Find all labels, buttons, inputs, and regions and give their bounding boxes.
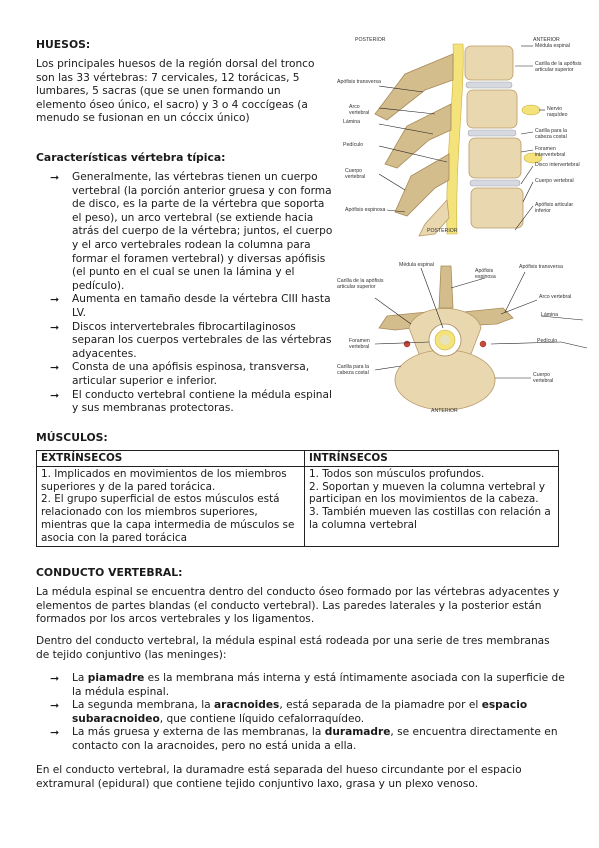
- label-apofisis-espinosa-left: Apófisis espinosa: [345, 207, 386, 213]
- cell-extrinsecos: [37, 466, 305, 546]
- list-item: ➞ Consta de una apófisis espinosa, transversa, articular superior e inferior.: [50, 361, 310, 387]
- label-pediculo: Pedículo: [343, 142, 364, 148]
- list-item: ➞ Generalmente, las vértebras tienen un cuerpo vertebral (la porción anterior gruesa y con forma de disco, es la parte de la vértebra que soporta el peso), un arco vertebral (se extiende hacia atrás del cuerpo de la vértebra; juntos, el cuerpo y el arco vertebrales rodean la columna para formar el foramen vertebral) y diversas apófisis (el punto en el cual se unen la lámina y el pedículo).: [50, 171, 333, 292]
- table-row: [37, 466, 559, 546]
- meninges-bullets: [36, 672, 566, 754]
- conducto-paragraph-3: En el conducto vertebral, la duramadre está separada del hueso circundante por el espacio extramural (epidural) que contiene tejido conjuntivo laxo, grasa y un plexo venoso.: [36, 764, 522, 790]
- conducto-paragraph-1: La médula espinal se encuentra dentro del conducto óseo formado por las vértebras adyacentes y elementos de partes blandas (el conducto vertebral). Las paredes laterales y la posterior están formados por los arcos vertebrales y los ligamentos.: [36, 586, 560, 626]
- label-disco-intervertebral: Disco intervertebral: [535, 162, 580, 168]
- label-carilla-cabeza-costal-sup: Carilla para la cabeza costal: [337, 364, 370, 376]
- label-arco-vertebral-sup: Arco vertebral: [539, 294, 572, 300]
- figure-superior-vertebra: [335, 258, 590, 416]
- term-espacio-subaracnoideo: espacio subaracnoideo: [72, 699, 528, 725]
- label-anterior-bottom: ANTERIOR: [431, 408, 458, 414]
- label-carilla-apofisis: Carilla de la apófisis articular superior: [535, 61, 582, 73]
- section-heading-huesos: HUESOS:: [36, 38, 91, 51]
- label-cuerpo-vertebral-right: Cuerpo vertebral: [535, 178, 574, 184]
- label-cuerpo-vertebral-sup: Cuerpo vertebral: [533, 372, 554, 384]
- label-apofisis-transversa: Apófisis transversa: [337, 79, 381, 85]
- label-pediculo-sup: Pedículo: [537, 338, 558, 344]
- list-item: ➞ Discos intervertebrales fibrocartilaginosos separan los cuerpos vertebrales de las vértebras adyacentes.: [50, 320, 332, 360]
- intrinsecos-item: 3. También mueven las costillas con relación a la columna vertebral: [309, 506, 551, 531]
- figure-lateral-spine: [335, 34, 585, 239]
- label-posterior-bottom: POSTERIOR: [427, 228, 458, 234]
- arrow-right-icon: ➞: [50, 293, 60, 307]
- label-foramen-vertebral: Foramen vertebral: [349, 338, 370, 350]
- label-arco-vertebral: Arco vertebral: [349, 104, 370, 116]
- list-item: ➞ El conducto vertebral contiene la médula espinal y sus membranas protectoras.: [50, 388, 332, 415]
- cell-intrinsecos: [305, 466, 559, 546]
- section-heading-conducto: CONDUCTO VERTEBRAL:: [36, 566, 183, 579]
- label-foramen-intervertebral: Foramen intervertebral: [535, 146, 566, 158]
- label-medula-espinal: Médula espinal: [535, 43, 570, 49]
- label-carilla-apofisis-superior: Carilla de la apófisis articular superior: [337, 278, 384, 290]
- arrow-right-icon: ➞: [50, 726, 60, 740]
- table-header-row: [37, 451, 559, 467]
- list-item: ➞ La segunda membrana, la aracnoides, está separada de la piamadre por el espacio subaracnoideo, que contiene líquido cefalorraquídeo.: [50, 699, 528, 725]
- vertebra-bullets: [36, 171, 334, 416]
- arrow-right-icon: ➞: [50, 388, 60, 402]
- list-item: ➞ La piamadre es la membrana más interna y está íntimamente asociada con la superficie de la médula espinal.: [50, 672, 565, 698]
- label-lamina: Lámina: [343, 119, 361, 125]
- extrinsecos-item: 2. El grupo superficial de estos músculos está relacionado con los miembros superiores, mientras que la capa intermedia de músculos se asocia con la pared torácica: [41, 493, 295, 544]
- huesos-intro: Los principales huesos de la región dorsal del tronco son las 33 vértebras: 7 cervicales, 12 torácicas, 5 lumbares, 5 sacras (que se unen formando un elemento óseo único, el sacro) y 3 o 4 coccígeas (a menudo se fusionan en un cóccix único): [36, 58, 315, 125]
- term-aracnoides: aracnoides: [214, 699, 280, 712]
- arrow-right-icon: ➞: [50, 320, 60, 334]
- label-posterior-top: POSTERIOR: [355, 37, 386, 43]
- term-duramadre: duramadre: [324, 726, 391, 739]
- label-cuerpo-vertebral-left: Cuerpo vertebral: [345, 168, 366, 180]
- label-lamina-sup: Lámina: [541, 312, 559, 318]
- term-piamadre: piamadre: [87, 672, 145, 684]
- section-heading-musculos: MÚSCULOS:: [36, 431, 108, 444]
- arrow-right-icon: ➞: [50, 672, 60, 685]
- label-apofisis-espinosa-top: Apófisis espinosa: [475, 268, 496, 280]
- musculos-table: [36, 450, 559, 547]
- conducto-paragraph-2: Dentro del conducto vertebral, la médula espinal está rodeada por una serie de tres membranas de tejido conjuntivo (las meninges):: [36, 635, 550, 661]
- subheading-vertebra-tipica: Características vértebra típica:: [36, 151, 226, 164]
- intrinsecos-item: 1. Todos son músculos profundos.: [309, 467, 485, 480]
- list-item: ➞ La más gruesa y externa de las membranas, la duramadre, se encuentra directamente en contacto con la aracnoides, pero no está unida a ella.: [50, 726, 558, 752]
- arrow-right-icon: ➞: [50, 361, 60, 375]
- arrow-right-icon: ➞: [50, 171, 60, 184]
- list-item: ➞ Aumenta en tamaño desde la vértebra CIII hasta LV.: [50, 293, 331, 319]
- label-carilla-cabeza-costal: Carilla para la cabeza costal: [535, 128, 568, 140]
- arrow-right-icon: ➞: [50, 699, 60, 713]
- label-apofisis-transversa-top: Apófisis transversa: [519, 264, 563, 270]
- label-apofisis-articular-inferior: Apófisis articular inferior: [535, 202, 574, 214]
- extrinsecos-item: 1. Implicados en movimientos de los miembros superiores y de la pared torácica.: [41, 467, 287, 493]
- column-header-extrinsecos: EXTRÍNSECOS: [37, 451, 305, 467]
- column-header-intrinsecos: INTRÍNSECOS: [305, 451, 559, 467]
- label-anterior-top: ANTERIOR: [533, 37, 560, 43]
- label-medula-espinal-top: Médula espinal: [399, 262, 434, 268]
- intrinsecos-item: 2. Soportan y mueven la columna vertebral y participan en los movimientos de la cabeza.: [309, 480, 546, 506]
- label-nervio-raquideo: Nervio raquídeo: [547, 106, 568, 118]
